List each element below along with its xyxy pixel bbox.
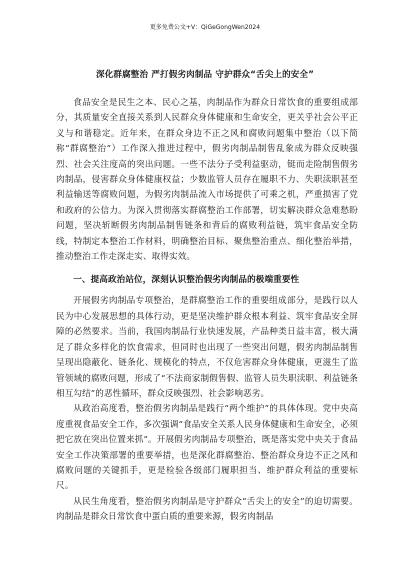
document-title: 深化群腐整治 严打假劣肉制品 守护群众“舌尖上的安全”	[96, 70, 314, 80]
intro-paragraph: 食品安全是民生之本、民心之基，肉制品作为群众日常饮食的重要组成部分，其质量安全直接关系到人民群众身体健康和生命安全，更关乎社会公平正义与和谐稳定。近年来，在群众身边不正之风和腐败问题集中整治（以下简称“群腐整治”）工作深入推进过程中，假劣肉制品制售乱象成为群众反映强烈、社会关注度高的突出问题。一些不法分子受利益驱动，铤而走险制售假劣肉制品，侵害群众身体健康权益；少数监管人员存在履职不力、失职渎职甚至利益输送等腐败问题，为假劣肉制品流入市场提供了可乘之机，严重损害了党和政府的公信力。为深入贯彻落实群腐整治工作部署，切实解决群众急难愁盼问题，坚决斩断假劣肉制品制售链条和背后的腐败利益链，筑牢食品安全防线，特制定本整治工作材料，明确整治目标、聚焦整治重点、细化整治举措，推动整治工作走深走实、取得实效。	[56, 98, 358, 263]
document-body	[56, 96, 358, 526]
section-heading-1: 一、提高政治站位，深刻认识整治假劣肉制品的极端重要性	[73, 275, 300, 286]
section1-paragraph: 从政治高度看，整治假劣肉制品是践行“两个维护”的具体体现。党中央高度重视食品安全工作，多次强调“食品安全关系人民身体健康和生命安全，必须把它放在突出位置来抓”。开展假劣肉制品专项整治，既是落实党中央关于食品安全工作决策部署的重要举措，也是深化群腐整治、整治群众身边不正之风和腐败问题的关键抓手，更是检验各级部门履职担当、维护群众利益的重要标尺。	[56, 404, 358, 492]
section1-paragraph: 开展假劣肉制品专项整治，是群腐整治工作的重要组成部分，是践行以人民为中心发展思想的具体行动，更是坚决维护群众根本利益、筑牢食品安全屏障的必然要求。当前，我国肉制品行业快速发展，产品种类日益丰富，极大满足了群众多样化的饮食需求，但同时也出现了一些突出问题，假劣肉制品制售呈现出隐蔽化、链条化、规模化的特点，不仅危害群众身体健康，更滋生了监管领域的腐败问题，形成了“不法商家制假售假、监管人员失职渎职、利益链条相互勾结”的恶性循环，群众反映强烈、社会影响恶劣。	[56, 296, 358, 399]
section1-paragraph: 从民生角度看，整治假劣肉制品是守护群众“舌尖上的安全”的迫切需要。肉制品是群众日常饮食中蛋白质的重要来源，假劣肉制品	[56, 496, 358, 523]
header-note: 更多免费公文+V：QiGeGongWen2024	[149, 24, 261, 31]
